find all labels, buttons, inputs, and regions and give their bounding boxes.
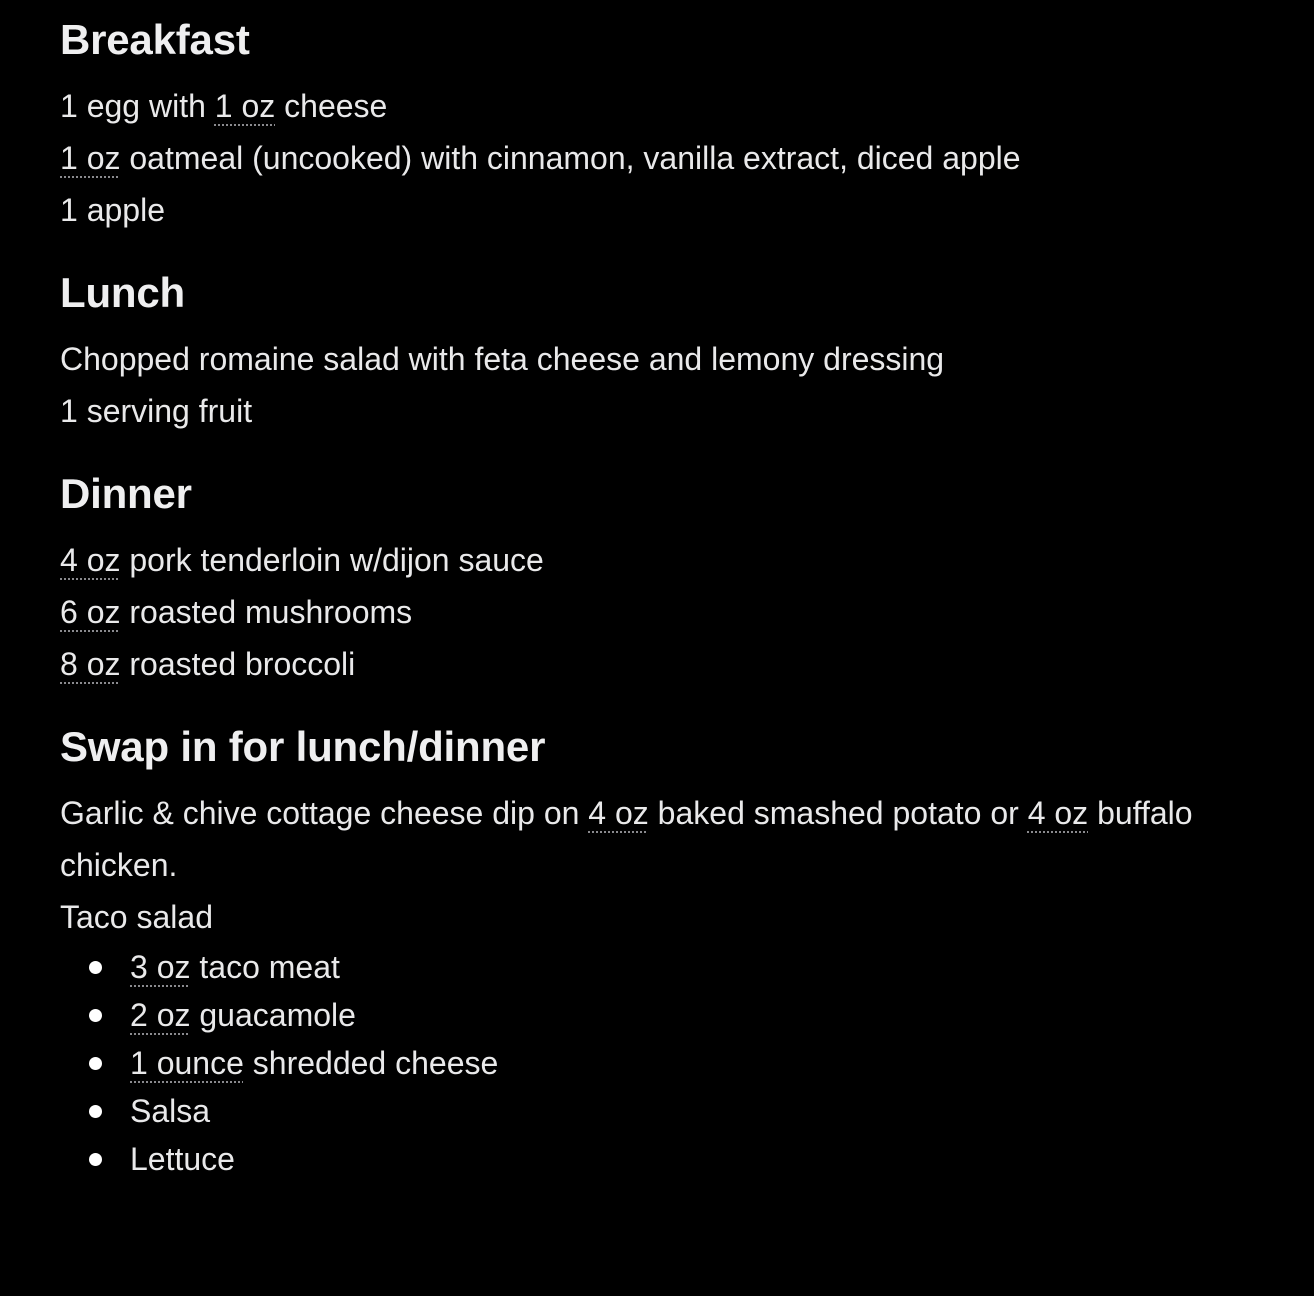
text-segment: roasted mushrooms xyxy=(120,594,413,630)
text-segment: buffalo chicken. xyxy=(60,795,1193,883)
note-body[interactable] xyxy=(60,0,1280,1183)
bullet-dot-icon xyxy=(89,961,102,974)
text-segment: shredded cheese xyxy=(243,1045,499,1081)
taco-salad-title: Taco salad xyxy=(60,899,213,935)
quantity-link[interactable]: 2 oz xyxy=(130,997,191,1033)
list-item xyxy=(60,943,1280,991)
text-segment: pork tenderloin w/dijon sauce xyxy=(120,542,544,578)
swap-heading: Swap in for lunch/dinner xyxy=(60,723,546,770)
text-segment: baked smashed potato or xyxy=(648,795,1028,831)
text-segment: Salsa xyxy=(130,1093,211,1129)
dinner-line-3 xyxy=(60,638,1280,690)
taco-salad-list xyxy=(60,943,1280,1183)
bullet-dot-icon xyxy=(89,1105,102,1118)
breakfast-heading: Breakfast xyxy=(60,16,250,63)
quantity-link[interactable]: 3 oz xyxy=(130,949,191,985)
quantity-link[interactable]: 4 oz xyxy=(60,542,121,578)
list-item xyxy=(60,1087,1280,1135)
quantity-link[interactable]: 1 ounce xyxy=(130,1045,244,1081)
dinner-line-1 xyxy=(60,534,1280,586)
bullet-dot-icon xyxy=(89,1057,102,1070)
lunch-line-2: 1 serving fruit xyxy=(60,393,253,429)
quantity-link[interactable]: 4 oz xyxy=(1027,795,1089,831)
bullet-dot-icon xyxy=(89,1153,102,1166)
dinner-line-2 xyxy=(60,586,1280,638)
swap-paragraph xyxy=(60,787,1220,891)
quantity-link[interactable]: 6 oz xyxy=(60,594,121,630)
breakfast-line-2 xyxy=(60,132,1280,184)
text-segment: 1 egg with xyxy=(60,88,215,124)
breakfast-line-1 xyxy=(60,80,1280,132)
list-item xyxy=(60,991,1280,1039)
text-segment: Garlic & chive cottage cheese dip on xyxy=(60,795,589,831)
text-segment: guacamole xyxy=(190,997,356,1033)
text-segment: cheese xyxy=(275,88,388,124)
text-segment: taco meat xyxy=(190,949,340,985)
quantity-link[interactable]: 1 oz xyxy=(214,88,276,124)
quantity-link[interactable]: 8 oz xyxy=(60,646,121,682)
lunch-heading: Lunch xyxy=(60,269,185,316)
quantity-link[interactable]: 1 oz xyxy=(60,140,121,176)
bullet-dot-icon xyxy=(89,1009,102,1022)
text-segment: roasted broccoli xyxy=(120,646,356,682)
list-item xyxy=(60,1135,1280,1183)
text-segment: oatmeal (uncooked) with cinnamon, vanilla extract, diced apple xyxy=(120,140,1021,176)
lunch-line-1: Chopped romaine salad with feta cheese and lemony dressing xyxy=(60,341,945,377)
breakfast-line-3: 1 apple xyxy=(60,192,165,228)
dinner-heading: Dinner xyxy=(60,470,192,517)
list-item xyxy=(60,1039,1280,1087)
quantity-link[interactable]: 4 oz xyxy=(588,795,649,831)
text-segment: Lettuce xyxy=(130,1141,235,1177)
